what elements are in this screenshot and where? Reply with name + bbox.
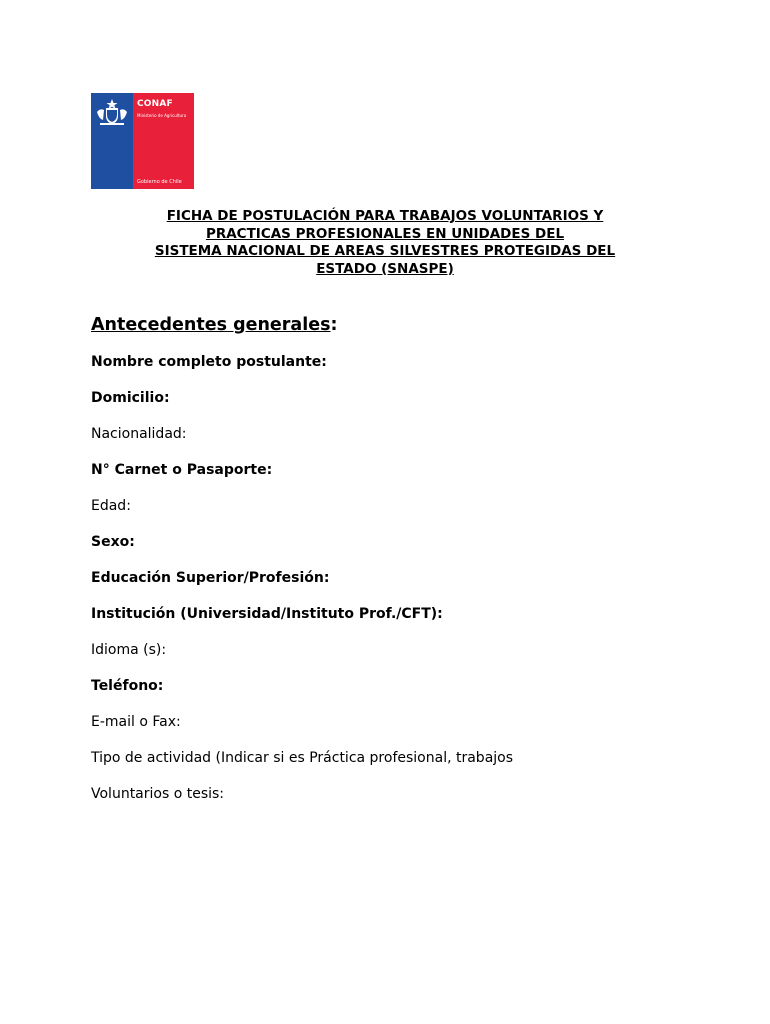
logo-red-panel — [133, 93, 194, 189]
field-idioma: Idioma (s): — [91, 642, 167, 658]
field-institucion: Institución (Universidad/Instituto Prof./CFT): — [91, 606, 443, 622]
section-heading-colon: : — [330, 315, 338, 335]
field-nombre: Nombre completo postulante: — [91, 354, 327, 370]
logo-government: Gobierno de Chile — [137, 179, 182, 185]
title-line-3: SISTEMA NACIONAL DE AREAS SILVESTRES PROTEGIDAS DEL — [154, 243, 616, 259]
field-sexo: Sexo: — [91, 534, 135, 550]
logo-blue-panel — [91, 93, 133, 189]
conaf-logo — [91, 93, 194, 189]
field-telefono: Teléfono: — [91, 678, 164, 694]
logo-ministry: Ministerio de Agricultura — [137, 113, 187, 118]
field-nacionalidad: Nacionalidad: — [91, 426, 187, 442]
title-line-2: PRACTICAS PROFESIONALES EN UNIDADES DEL — [205, 225, 565, 242]
field-email: E-mail o Fax: — [91, 714, 181, 730]
coat-of-arms-icon — [94, 98, 130, 126]
title-line-4: ESTADO (SNASPE) — [316, 260, 454, 277]
field-domicilio: Domicilio: — [91, 390, 170, 406]
section-heading — [91, 315, 338, 335]
field-edad: Edad: — [91, 498, 131, 514]
document-title — [91, 208, 679, 278]
field-voluntarios: Voluntarios o tesis: — [91, 786, 225, 802]
field-tipo-actividad: Tipo de actividad (Indicar si es Práctica profesional, trabajos — [91, 750, 514, 766]
field-carnet: N° Carnet o Pasaporte: — [91, 462, 273, 478]
field-educacion: Educación Superior/Profesión: — [91, 570, 330, 586]
section-heading-text: Antecedentes generales — [91, 315, 331, 335]
logo-brand: CONAF — [137, 99, 173, 109]
title-line-1: FICHA DE POSTULACIÓN PARA TRABAJOS VOLUNTARIOS Y — [166, 208, 604, 224]
